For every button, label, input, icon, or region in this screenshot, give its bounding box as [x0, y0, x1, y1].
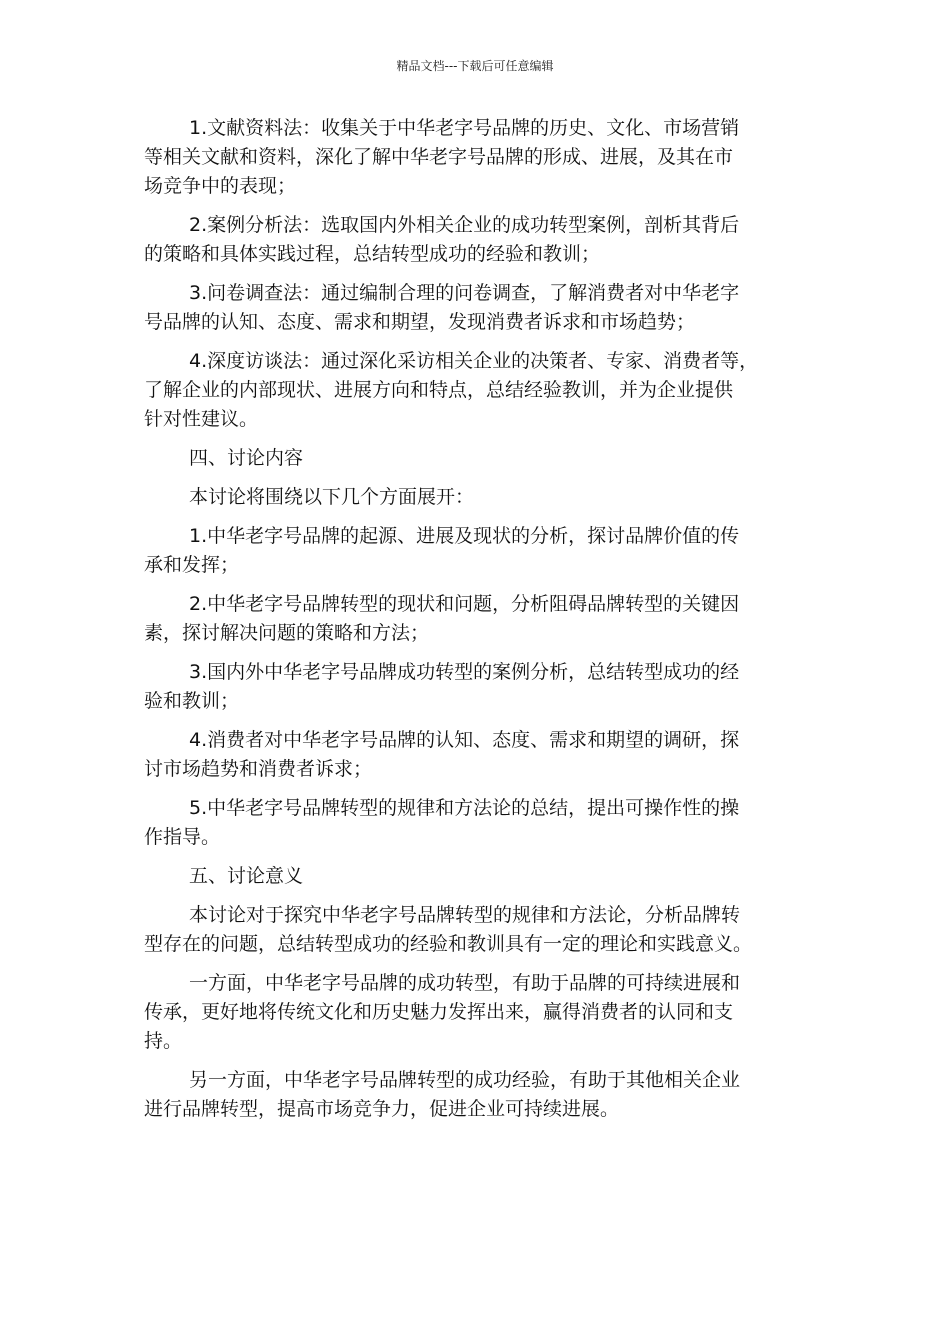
paragraph-line: 本讨论对于探究中华老字号品牌转型的规律和方法论，分析品牌转: [189, 904, 741, 926]
paragraph-line: 1.文献资料法：收集关于中华老字号品牌的历史、文化、市场营销: [189, 117, 740, 139]
paragraph: [144, 969, 796, 1056]
paragraph-line: 了解企业的内部现状、进展方向和特点，总结经验教训，并为企业提供: [144, 379, 734, 401]
paragraph: [144, 1066, 796, 1124]
paragraph-line: 1.中华老字号品牌的起源、进展及现状的分析，探讨品牌价值的传: [189, 525, 740, 547]
paragraph-line: 针对性建议。: [144, 408, 259, 430]
paragraph: [144, 114, 796, 201]
paragraph-line: 传承，更好地将传统文化和历史魅力发挥出来，赢得消费者的认同和支: [144, 1001, 734, 1023]
paragraph-line: 四、讨论内容: [189, 447, 304, 469]
paragraph-line: 型存在的问题，总结转型成功的经验和教训具有一定的理论和实践意义。: [144, 933, 753, 955]
paragraph: [144, 794, 796, 852]
paragraph: [144, 862, 796, 891]
paragraph: [144, 590, 796, 648]
paragraph: [144, 901, 796, 959]
paragraph-line: 号品牌的认知、态度、需求和期望，发现消费者诉求和市场趋势；: [144, 311, 696, 333]
document-body: [144, 114, 796, 1134]
paragraph-line: 另一方面，中华老字号品牌转型的成功经验，有助于其他相关企业: [189, 1069, 741, 1091]
paragraph-line: 3.国内外中华老字号品牌成功转型的案例分析，总结转型成功的经: [189, 661, 740, 683]
paragraph-line: 承和发挥；: [144, 554, 240, 576]
paragraph-line: 场竞争中的表现；: [144, 175, 297, 197]
paragraph: [144, 522, 796, 580]
paragraph-line: 4.消费者对中华老字号品牌的认知、态度、需求和期望的调研，探: [189, 729, 740, 751]
paragraph-line: 本讨论将围绕以下几个方面展开：: [189, 486, 475, 508]
paragraph: [144, 658, 796, 716]
paragraph-line: 进行品牌转型，提高市场竞争力，促进企业可持续进展。: [144, 1098, 620, 1120]
paragraph-line: 作指导。: [144, 826, 221, 848]
paragraph-line: 讨市场趋势和消费者诉求；: [144, 758, 373, 780]
paragraph-line: 5.中华老字号品牌转型的规律和方法论的总结，提出可操作性的操: [189, 797, 740, 819]
paragraph-line: 持。: [144, 1030, 183, 1052]
paragraph-line: 3.问卷调查法：通过编制合理的问卷调查，了解消费者对中华老字: [189, 282, 740, 304]
paragraph-line: 4.深度访谈法：通过深化采访相关企业的决策者、专家、消费者等，: [189, 350, 759, 372]
paragraph-line: 2.案例分析法：选取国内外相关企业的成功转型案例，剖析其背后: [189, 214, 740, 236]
paragraph-line: 五、讨论意义: [189, 865, 304, 887]
paragraph-line: 一方面，中华老字号品牌的成功转型，有助于品牌的可持续进展和: [189, 972, 741, 994]
paragraph-line: 2.中华老字号品牌转型的现状和问题，分析阻碍品牌转型的关键因: [189, 593, 740, 615]
paragraph: [144, 444, 796, 473]
paragraph: [144, 347, 796, 434]
paragraph: [144, 279, 796, 337]
paragraph-line: 验和教训；: [144, 690, 240, 712]
paragraph: [144, 211, 796, 269]
paragraph-line: 等相关文献和资料，深化了解中华老字号品牌的形成、进展，及其在市: [144, 146, 734, 168]
page-header: 精品文档---下载后可任意编辑: [396, 59, 554, 73]
paragraph-line: 的策略和具体实践过程，总结转型成功的经验和教训；: [144, 243, 601, 265]
paragraph: [144, 483, 796, 512]
paragraph-line: 素，探讨解决问题的策略和方法；: [144, 622, 430, 644]
paragraph: [144, 726, 796, 784]
